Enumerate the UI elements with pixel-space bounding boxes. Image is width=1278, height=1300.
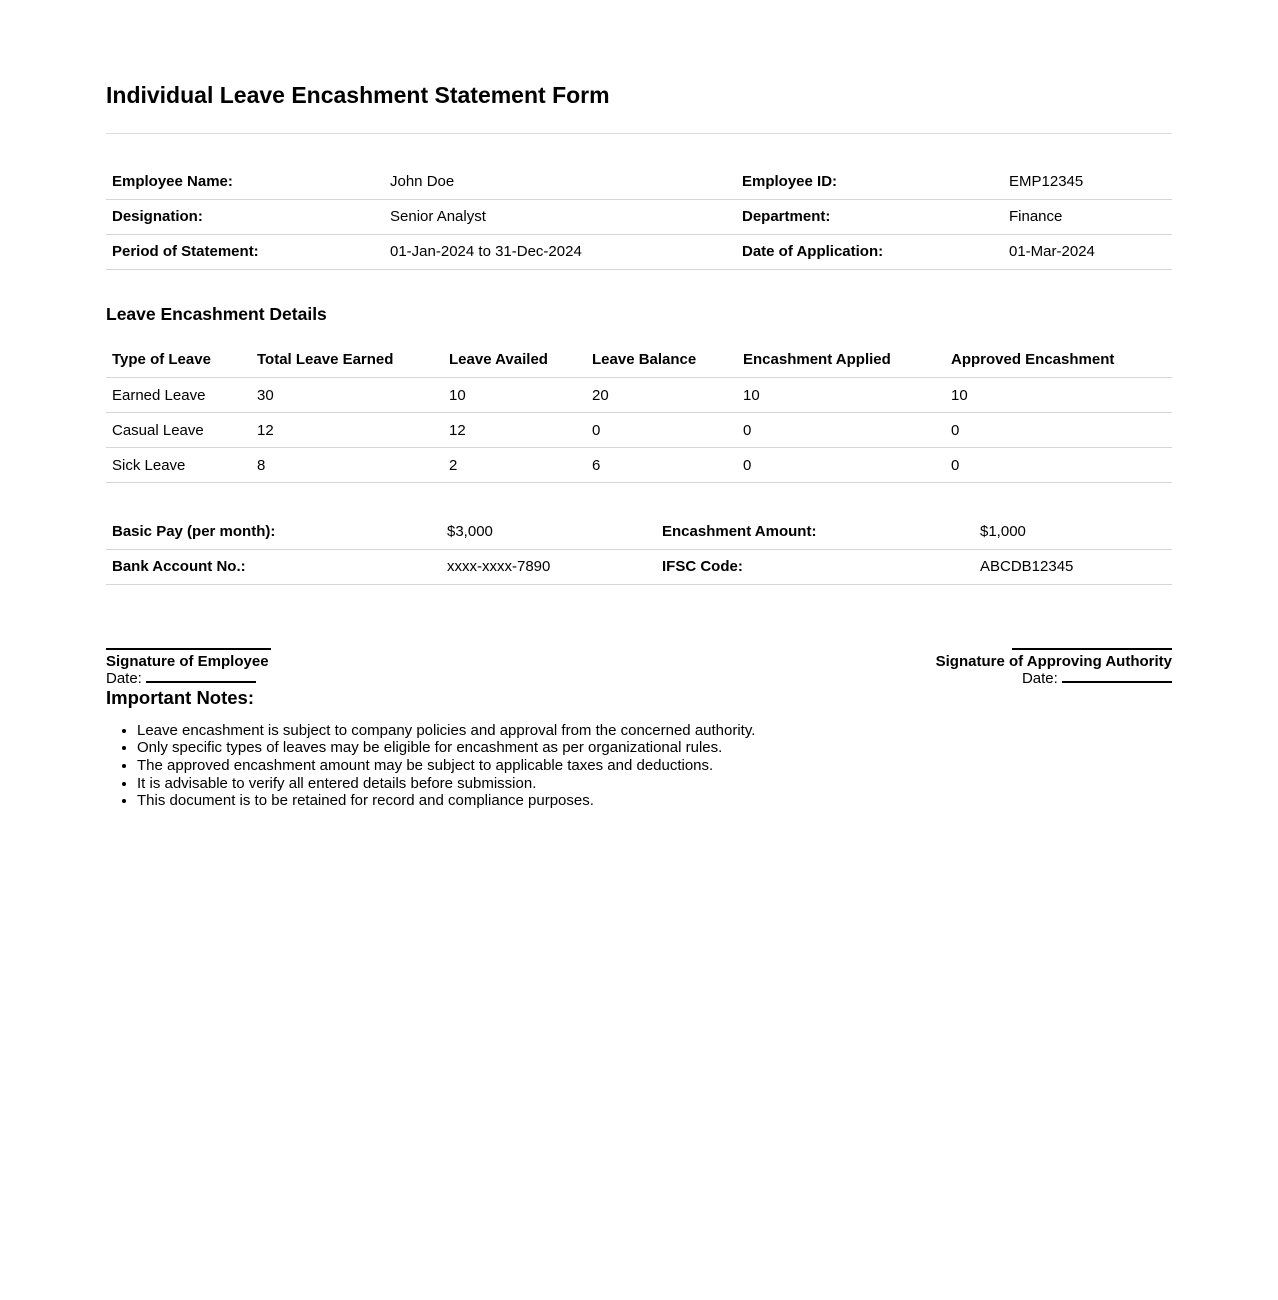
authority-signature-date [936,670,1172,687]
employee-signature-label: Signature of Employee [106,652,269,670]
column-header-leave-balance: Leave Balance [586,343,737,378]
document-page [106,0,1172,810]
column-header-total-leave-earned: Total Leave Earned [251,343,443,378]
employee-signature-date [106,670,271,687]
payment-info-table [106,514,1172,585]
ifsc-code-label: IFSC Code: [656,549,974,584]
leave-cell: 0 [737,448,945,483]
ifsc-code-value: ABCDB12345 [974,549,1172,584]
table-row-earned-leave [106,378,1172,413]
authority-signature-block [936,648,1172,687]
note-item: • This document is to be retained for record and compliance purposes. [137,792,1172,810]
employee-date-line [146,670,256,683]
title-divider [106,133,1172,134]
column-header-approved-encashment: Approved Encashment [945,343,1172,378]
employee-id-value: EMP12345 [1003,164,1172,199]
leave-cell: 20 [586,378,737,413]
authority-signature-label: Signature of Approving Authority [935,652,1172,670]
leave-cell: 10 [737,378,945,413]
employee-signature-line [106,648,271,650]
leave-cell: 12 [443,413,586,448]
bank-account-value: xxxx-xxxx-7890 [441,549,656,584]
period-label: Period of Statement: [106,234,384,269]
application-date-value: 01-Mar-2024 [1003,234,1172,269]
page-title: Individual Leave Encashment Statement Form [106,82,610,108]
note-item: • It is advisable to verify all entered details before submission. [137,775,1172,793]
payment-info-row [106,549,1172,584]
leave-cell: 10 [443,378,586,413]
column-header-encashment-applied: Encashment Applied [737,343,945,378]
leave-cell: 10 [945,378,1172,413]
leave-cell: 0 [586,413,737,448]
employee-date-label: Date: [106,669,142,687]
bank-account-label: Bank Account No.: [106,549,441,584]
leave-details-section-title: Leave Encashment Details [106,303,327,324]
leave-cell: 8 [251,448,443,483]
leave-cell: 12 [251,413,443,448]
employee-signature-block [106,648,271,687]
authority-date-line [1062,670,1172,683]
leave-cell: 30 [251,378,443,413]
employee-info-row [106,164,1172,199]
employee-id-label: Employee ID: [736,164,1003,199]
leave-details-header-row [106,343,1172,378]
encashment-amount-value: $1,000 [974,514,1172,549]
employee-name-value: John Doe [384,164,736,199]
leave-cell: 6 [586,448,737,483]
leave-cell: 0 [945,448,1172,483]
column-header-leave-availed: Leave Availed [443,343,586,378]
department-value: Finance [1003,199,1172,234]
authority-date-label: Date: [1021,669,1058,687]
leave-cell: 0 [945,413,1172,448]
employee-info-row [106,199,1172,234]
leave-type-cell: Earned Leave [106,378,251,413]
note-item: • The approved encashment amount may be subject to applicable taxes and deductions. [137,757,1172,775]
signature-section [106,648,1172,687]
note-item: • Leave encashment is subject to company policies and approval from the concerned authority. [137,722,1172,740]
authority-signature-line [1012,648,1172,650]
column-header-type-of-leave: Type of Leave [106,343,251,378]
important-notes-title: Important Notes: [106,686,254,708]
table-row-sick-leave [106,448,1172,483]
encashment-amount-label: Encashment Amount: [656,514,974,549]
leave-type-cell: Sick Leave [106,448,251,483]
department-label: Department: [736,199,1003,234]
note-item: • Only specific types of leaves may be eligible for encashment as per organizational rules. [137,739,1172,757]
leave-details-table [106,343,1172,484]
leave-cell: 0 [737,413,945,448]
payment-info-row [106,514,1172,549]
employee-info-table [106,164,1172,270]
basic-pay-value: $3,000 [441,514,656,549]
leave-cell: 2 [443,448,586,483]
leave-type-cell: Casual Leave [106,413,251,448]
employee-info-row [106,234,1172,269]
application-date-label: Date of Application: [736,234,1003,269]
designation-label: Designation: [106,199,384,234]
designation-value: Senior Analyst [384,199,736,234]
period-value: 01-Jan-2024 to 31-Dec-2024 [384,234,736,269]
employee-name-label: Employee Name: [106,164,384,199]
table-row-casual-leave [106,413,1172,448]
important-notes-list [106,722,1172,811]
basic-pay-label: Basic Pay (per month): [106,514,441,549]
